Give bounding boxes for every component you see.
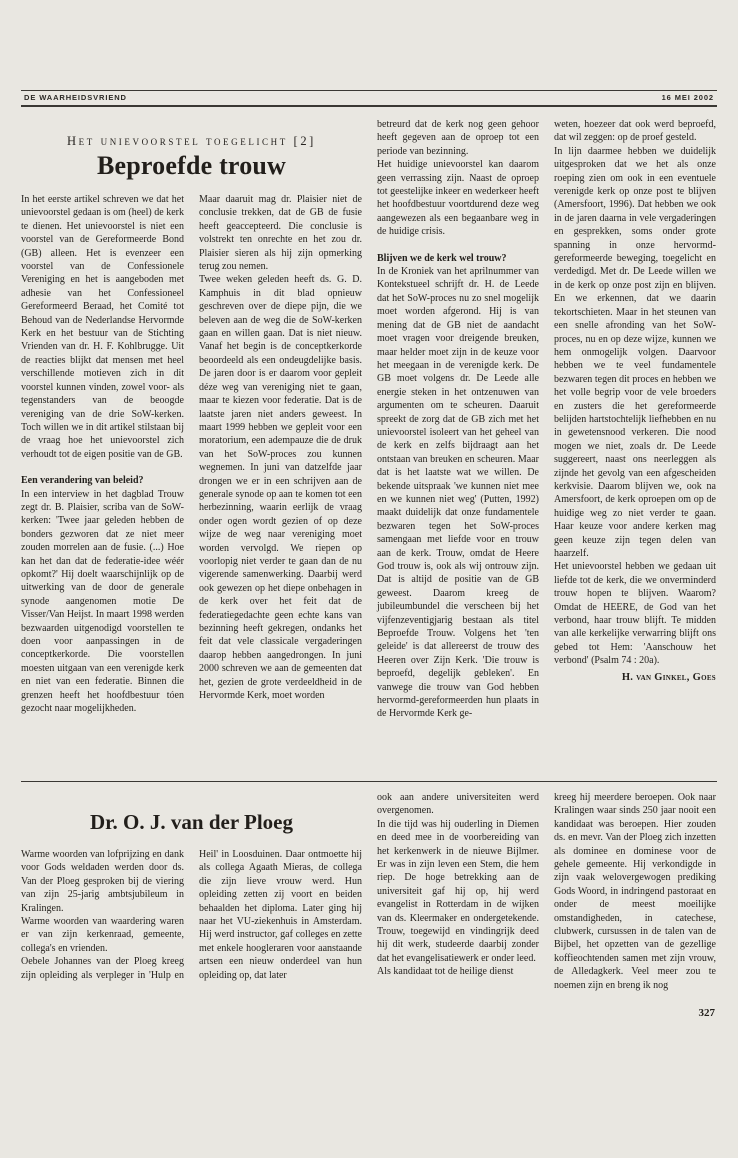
- paragraph: Maar daaruit mag dr. Plaisier niet de conclusie trekken, dat de GB de fusie heeft geaccepteerd. Die conclusie is volstrekt ten onrechte en het zou dr. Plaisier sieren als hij zijn opmerking terug zou nemen.: [199, 194, 362, 273]
- paragraph: kreeg hij meerdere beroepen. Ook naar Kralingen waar sinds 250 jaar nooit een kandidaat was beroepen. Hier zouden ds. en mevr. Van der Ploeg zich inzetten als dominee en dominese voor de gehele gemeente. Hij verkondigde in zijn vaak welovergewogen prediking Gods Woord, in indringend pastoraat en onder de meest moeilijke omstandigheden, in catechese, clubwerk, cursussen in de talen van de Bijbel, het opzetten van de gezellige koffieochtenden samen met zijn vrouw, de Alledagkerk. Veel meer zou te noemen zijn en breng ik nog: [554, 792, 716, 991]
- paragraph: betreurd dat de kerk nog geen gehoor heeft gegeven aan de oproep tot een periode van bezinning.: [377, 119, 539, 157]
- paragraph: In lijn daarmee hebben we duidelijk uitgesproken dat we het als onze roeping zien om ook in een eventuele verenigde kerk op onze post te blijven (Amersfoort, 1996). Dat hebben we ook in de jaren daarna in vele vergaderingen en gesprekken, soms onder grote spanning in onze hervormd-gereformeerde beweging, toegelicht en verdedigd. Met dr. De Leede willen we in de kerk op onze post zijn en blijven. En we erkennen, dat we daarin tekortschieten. Maar in het steunen van een snelle afronding van het SoW-proces, nu en op deze wijze, kunnen we hem onmogelijk volgen. Daarvoor hebben we te veel fundamentele bezwaren tegen dit proces en hebben we het volle begrip voor de vele broeders en zusters die het gereformeerde belijden hartstochtelijk liefhebben en nu in gewetensnood verkeren. Die nood mogen we niet, zoals dr. De Leede suggereert, naast ons neerleggen als zijnde het gevolg van een afgescheiden kerkvisie. Daarom blijven we, ook na Amersfoort, de kerk oproepen om op de huidige weg zo niet verder te gaan. Haar keuze voor andere kerken mag geen keuze zijn tegen delen van haarzelf.: [554, 145, 716, 559]
- article2-column-3: [377, 791, 539, 992]
- article1-column-3: [377, 118, 539, 768]
- article1-title: Beproefde trouw: [96, 151, 287, 180]
- paragraph: Warme woorden van waardering waren er van zijn kerkenraad, gemeente, collega's en vrienden.: [21, 916, 184, 954]
- article-van-der-ploeg: [21, 791, 717, 992]
- paragraph: Als kandidaat tot de heilige dienst: [377, 966, 514, 978]
- article1-subhead-trouw: Blijven we de kerk wel trouw?: [377, 252, 507, 264]
- article2-title: Dr. O. J. van der Ploeg: [90, 810, 293, 834]
- paragraph: Het huidige unievoorstel kan daarom geen verrassing zijn. Naast de oproep tot geestelijke inkeer en wederkeer heeft het hoofdbestuur voortdurend deze weg aangewezen als een begaanbare weg in de huidige crisis.: [377, 159, 539, 238]
- paragraph: weten, hoezeer dat ook werd beproefd, dat wil zeggen: op de proef gesteld.: [554, 119, 716, 144]
- paragraph: Het unievoorstel hebben we gedaan uit liefde tot de kerk, die we onverminderd trouw hopen te blijven. Waarom? Omdat de HEERE, de God van het verbond, haar trouw blijft. Te midden van alle kerkelijke verwarring blijft ons gebed tot Hem: 'Aanschouw het verbond' (Psalm 74 : 20a).: [554, 561, 716, 667]
- article1-kicker: Het unievoorstel toegelicht [2]: [67, 134, 316, 148]
- paragraph: In het eerste artikel schreven we dat het unievoorstel gedaan is om (heel) de kerk te dienen. Het unievoorstel is niet een voorstel van de Gereformeerde Bond (GB) alleen. Het is evenzeer een voorstel van de Confessionele Vereniging en het is aangeboden met adhesie van het Confessioneel Gereformeerd Beraad, het Comité tot Behoud van de Nederlandse Hervormde Kerk en het bestuur van de Stichting Vrienden van dr. H. F. Kohlbrugge. Uit de reacties blijkt dat mensen met heel verschillende motieven zich in dit voorstel kunnen vinden, zowel voor- als tegenstanders van de beoogde vereniging van de drie SoW-kerken. Toch willen we in dit artikel stilstaan bij de vraag hoe het unievoorstel zich verhoudt tot de eigen positie van de GB.: [21, 194, 184, 460]
- paragraph: In die tijd was hij ouderling in Diemen en deed mee in de voorbereiding van het kerkenwerk in de nieuwe Bijlmer. Er was in zijn leven een Stem, die hem riep. De hoge betrekking aan de universiteit gaf hij op, hij werd evangelist in Rotterdam in de wijken van ds. Kleermaker en ondergetekende. Trouw, toegewijd en vindingrijk deed hij dit werk, studeerde daarbij zonder dat het evangelisatiewerk er onder leed.: [377, 818, 539, 964]
- article1-left-block: [21, 118, 362, 768]
- page-number: 327: [698, 1007, 715, 1020]
- article1-byline: H. van Ginkel, Goes: [621, 671, 716, 683]
- masthead: [21, 90, 717, 107]
- article-beproefde-trouw: [21, 118, 717, 768]
- paragraph: Oebele Johannes van der Ploeg kreeg zijn opleiding als verpleger in 'Hulp en Heil' in Loosduinen. Daar ontmoette hij als collega Agaath Mieras, de collega die zijn lieve vrouw werd. Hun opleiding zetten zij voort en beiden behaalden het diploma. Later ging hij naar het VU-ziekenhuis in Amsterdam. Hij werd instructor, gaf colleges en zette met enkele hoogleraren voor aanstaande artsen een nieuw onderdeel van hun opleiding op, dat later: [21, 849, 362, 981]
- article2-column-4: [554, 791, 716, 992]
- article-divider: [21, 781, 717, 782]
- paragraph: ook aan andere universiteiten werd overgenomen.: [377, 792, 539, 817]
- newspaper-page: [0, 90, 738, 1158]
- paragraph: Warme woorden van lofprijzing en dank voor Gods weldaden werden door ds. Van der Ploeg gesproken bij de viering van zijn 25-jarig ambtsjubileum in Kralingen.: [21, 849, 184, 914]
- publication-name: DE WAARHEIDSVRIEND: [24, 93, 127, 102]
- paragraph: In de Kroniek van het aprilnummer van Kontekstueel schrijft dr. H. de Leede dat het SoW-proces nu zo snel mogelijk moet worden afgerond. Hij is van mening dat de GB niet de aandacht moet vragen voor dreigende breuken, maar helder moet zijn in de keuze voor het meegaan in de verenigde kerk. De GB moet volgens dr. De Leede alle energie steken in het ontzenuwen van argumenten om te scheuren. Daaruit spreekt de zorg dat de GB zich met het unievoorstel isoleert van het geheel van de kerk en zelfs bijdraagt aan het ontstaan van breuken en scheuren. Maar dat is het laatste wat we willen. De bekende uitspraak 'we kunnen niet mee en we kunnen niet weg' (Putten, 1992) maakt duidelijk dat onze fundamentele bezwaren tegen het SoW-proces samengaan met liefde voor en trouw aan de kerk. Trouw, omdat de Heere God trouw is, ook als wij ontrouw zijn. Dat is altijd de positie van de GB geweest. Daarom kreeg de jubileumbundel die verscheen bij het vijfenzeventigjarig bestaan als titel Beproefde Trouw. Volgens het 'ten geleide' is dat allereerst de trouw des Heeren over Zijn Kerk. 'Die trouw is beproefd, degelijk gebleken'. En vanwege die trouw van God hebben hervormd-gereformeerden hun plaats in de Hervormde Kerk ge-: [377, 266, 539, 720]
- issue-date: 16 MEI 2002: [661, 93, 714, 102]
- article2-left-columns: [21, 848, 362, 982]
- article1-subhead-beleid: Een verandering van beleid?: [21, 475, 144, 487]
- article1-left-columns: [21, 193, 362, 715]
- paragraph: In een interview in het dagblad Trouw zegt dr. B. Plaisier, scriba van de SoW-kerken: 'Twee jaar geleden hebben de bonders gezworen dat ze niet meer zouden morrelen aan de fusie. (...) Hoe kan het dan dat de federatie-idee wéér opkomt?' Hij doelt waarschijnlijk op de uitwerking van de door de generale synode aangenomen motie De Visser/Van Heijst. In maart 1998 werden bezwaarden uitgenodigd voorstellen te doen voor aanpassingen in de conceptkerkorde. Die voorstellen moesten uitgaan van een verenigde kerk en niet van een federatie. Binnen die grenzen heeft het hoofdbestuur tóen gezocht naar mogelijkheden.: [21, 488, 184, 715]
- article2-left-block: [21, 791, 362, 992]
- article1-column-4: [554, 118, 716, 768]
- paragraph: Twee weken geleden heeft ds. G. D. Kamphuis in dit blad opnieuw geschreven over de diepe pijn, die we beleven aan de weg die de SoW-kerken gaan en willen gaan. Dat is niet nieuw. Vanaf het begin is de conceptkerkorde beoordeeld als een ondeugdelijke basis. De jaren door is er daarom voor gepleit déze weg van vereniging niet te gaan, maar te kiezen voor federatie. Dat is de laatste jaren niet anders geweest. In maart 1999 hebben we gepleit voor een moratorium, een adempauze die de druk van het SoW-proces zou kunnen wegnemen. In juni van datzelfde jaar drongen we er in een schrijven aan de generale synode op aan te komen tot een herbezinning, waarin eerlijk de vraag onder ogen wordt gezien of op deze wijze de weg naar vereniging moet worden vervolgd. We riepen op voorlopig niet verder te gaan dan de nu vigerende samenwerking. Daarbij werd ook gewezen op het diepe onbehagen in de kerk over het feit dat de federatiegedachte geen echte kans van bezinning heeft gekregen, ondanks het feit dat vele classicale vergaderingen daarop hebben aangedrongen. In juni 2000 schreven we aan de gemeenten dat het, gezien de grote verdeeldheid in de Hervormde Kerk, moet worden: [199, 274, 362, 702]
